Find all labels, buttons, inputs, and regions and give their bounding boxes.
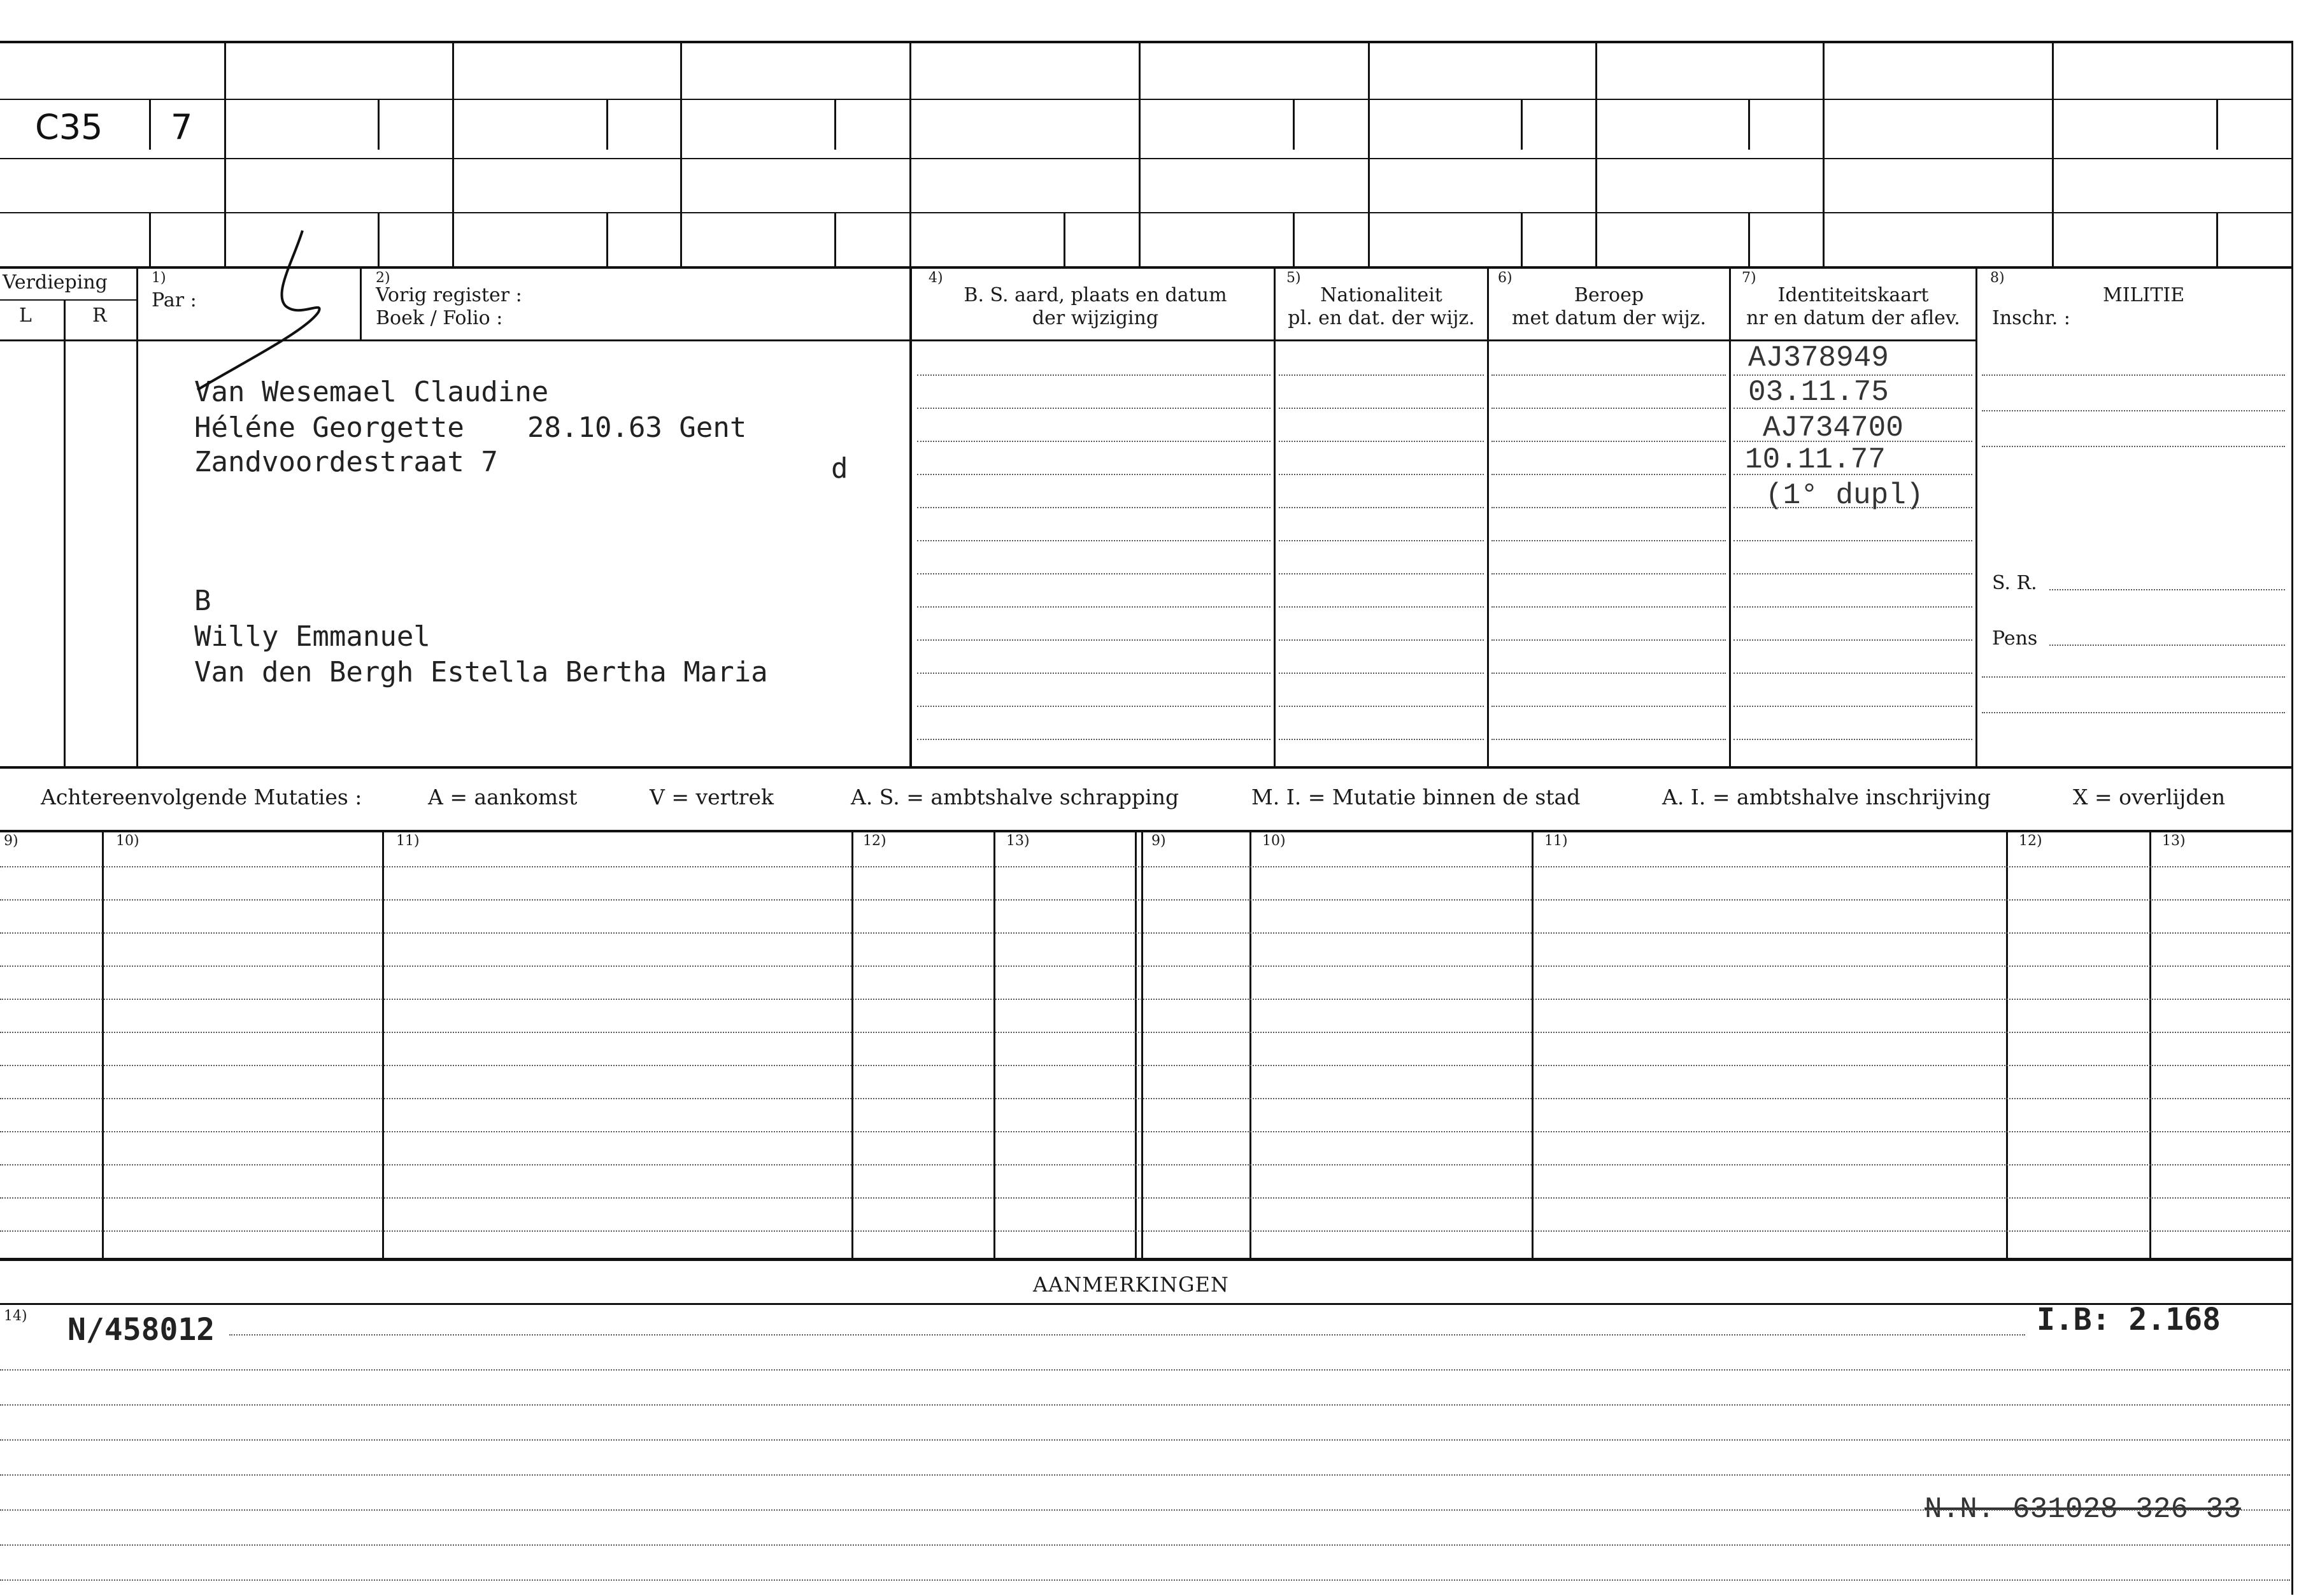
dotted-line: [0, 932, 2290, 934]
dotted-line: [0, 1065, 2290, 1066]
marker-d: d: [831, 452, 848, 485]
mut-col-11-right: 11): [1544, 833, 1568, 849]
dotted-line: [1733, 573, 1972, 574]
dotted-line: [1491, 540, 1726, 541]
dotted-line: [1733, 606, 1972, 608]
dotted-line: [0, 1230, 2290, 1232]
label-l: L: [19, 304, 32, 327]
dotted-line: [0, 1579, 2290, 1581]
grid-line: [0, 299, 136, 301]
grid-line: [360, 267, 362, 341]
dotted-line: [1733, 639, 1972, 641]
col-number-5: 5): [1286, 270, 1301, 286]
col-number-7: 7): [1742, 270, 1756, 286]
legend-vertrek: V = vertrek: [650, 785, 774, 809]
mut-col-13-right: 13): [2162, 833, 2186, 849]
dotted-line: [917, 639, 1270, 641]
remarks-ib-number: I.B: 2.168: [2037, 1302, 2221, 1337]
grid-line: [1368, 42, 1370, 267]
dotted-line: [0, 1131, 2290, 1132]
grid-line: [1141, 831, 1143, 1259]
national-number: N.N. 631028 326 33: [1925, 1493, 2241, 1526]
dotted-line: [0, 1474, 2290, 1476]
dotted-line: [1491, 706, 1726, 707]
grid-line: [834, 99, 836, 150]
dotted-line: [917, 507, 1270, 508]
person-birth: 28.10.63 Gent: [527, 411, 747, 444]
grid-line: [909, 42, 911, 267]
grid-line: [1823, 42, 1825, 267]
col-number-6: 6): [1498, 270, 1512, 286]
dotted-line: [1491, 739, 1726, 740]
grid-line: [2052, 42, 2054, 267]
dotted-line: [1491, 374, 1726, 376]
dotted-line: [1279, 408, 1484, 409]
mut-col-12-right: 12): [2019, 833, 2042, 849]
dotted-line: [1491, 673, 1726, 674]
col-number-14: 14): [4, 1308, 27, 1324]
grid-line: [102, 831, 104, 1259]
dotted-line: [1491, 441, 1726, 442]
grid-line: [851, 831, 853, 1259]
grid-line: [2216, 212, 2218, 267]
grid-line: [1748, 212, 1750, 267]
dotted-line: [917, 540, 1270, 541]
grid-line: [378, 212, 380, 267]
dotted-line: [1982, 410, 2285, 411]
remarks-reference: N/458012: [68, 1312, 215, 1348]
idcard-date-1: 03.11.75: [1748, 376, 1889, 409]
person-name: Van Wesemael Claudine: [194, 376, 549, 408]
grid-line: [1487, 267, 1489, 767]
col-number-1: 1): [152, 270, 166, 286]
grid-line: [1521, 99, 1523, 150]
mut-col-10-left: 10): [116, 833, 139, 849]
grid-line: [1748, 99, 1750, 150]
dotted-line: [1279, 606, 1484, 608]
grid-line: [680, 42, 682, 267]
mut-col-12-left: 12): [863, 833, 886, 849]
dotted-line: [1982, 676, 2285, 678]
dotted-line: [1279, 540, 1484, 541]
dotted-line: [0, 1439, 2290, 1441]
dotted-line: [917, 673, 1270, 674]
grid-line: [1249, 831, 1251, 1259]
dotted-line: [0, 999, 2290, 1000]
grid-line: [993, 831, 995, 1259]
register-code: C35: [35, 107, 103, 147]
idcard-duplicate-note: (1° dupl): [1765, 479, 1924, 512]
dotted-line: [917, 606, 1270, 608]
grid-line: [909, 267, 912, 767]
dotted-line: [1491, 606, 1726, 608]
mut-col-11-left: 11): [396, 833, 420, 849]
mut-col-9-left: 9): [4, 833, 18, 849]
grid-line: [1729, 267, 1731, 767]
mut-col-10-right: 10): [1262, 833, 1286, 849]
grid-line: [0, 830, 2293, 832]
dotted-line: [1733, 673, 1972, 674]
dotted-line: [1491, 507, 1726, 508]
remarks-title: AANMERKINGEN: [1033, 1272, 1229, 1297]
grid-line: [1139, 42, 1141, 267]
label-sr: S. R.: [1992, 572, 2037, 594]
grid-line: [149, 99, 151, 150]
idcard-date-2: 10.11.77: [1745, 443, 1886, 476]
grid-line: [1293, 99, 1295, 150]
grid-line: [1521, 212, 1523, 267]
grid-line: [2216, 99, 2218, 150]
dotted-line: [0, 1098, 2290, 1099]
grid-line: [64, 299, 66, 767]
top-border: [0, 41, 2293, 43]
grid-line: [1532, 831, 1534, 1259]
dotted-line: [1733, 540, 1972, 541]
legend-aankomst: A = aankomst: [428, 785, 578, 809]
grid-line: [0, 99, 2291, 100]
dotted-line: [1733, 739, 1972, 740]
grid-line: [1293, 212, 1295, 267]
dotted-line: [0, 1197, 2290, 1199]
label-inschr: Inschr. :: [1992, 307, 2070, 329]
grid-line: [2149, 831, 2151, 1259]
dotted-line: [1733, 706, 1972, 707]
idcard-number-1: AJ378949: [1748, 341, 1889, 374]
dotted-line: [917, 573, 1270, 574]
dotted-line: [1279, 474, 1484, 475]
label-id-aflev: nr en datum der aflev.: [1746, 307, 1960, 329]
label-verdieping: Verdieping: [3, 271, 108, 294]
dotted-line: [2049, 589, 2285, 590]
dotted-line: [1982, 712, 2285, 713]
grid-line: [1975, 267, 1977, 767]
label-militie: MILITIE: [2103, 284, 2185, 306]
grid-line: [0, 158, 2291, 159]
dotted-line: [2049, 645, 2285, 646]
dotted-line: [917, 474, 1270, 475]
dotted-line: [1279, 639, 1484, 641]
dotted-line: [0, 965, 2290, 967]
label-vorig-register: Vorig register :: [376, 284, 522, 306]
grid-line: [1064, 212, 1065, 267]
dotted-line: [0, 1369, 2290, 1371]
dotted-line: [917, 739, 1270, 740]
dotted-line: [917, 408, 1270, 409]
dotted-line: [1279, 673, 1484, 674]
grid-line: [378, 99, 380, 150]
label-r: R: [92, 304, 107, 327]
legend-ambtshalve-inschrijving: A. I. = ambtshalve inschrijving: [1662, 785, 1991, 809]
grid-line: [2006, 831, 2008, 1259]
grid-line: [382, 831, 384, 1259]
label-beroep: Beroep: [1574, 284, 1644, 306]
grid-line: [0, 212, 2291, 213]
father-name: Willy Emmanuel: [194, 620, 431, 653]
label-nat-wijz: pl. en dat. der wijz.: [1288, 307, 1475, 329]
dotted-line: [229, 1334, 2025, 1336]
right-border: [2291, 41, 2293, 1595]
dotted-line: [917, 374, 1270, 376]
dotted-line: [1491, 639, 1726, 641]
label-identiteitskaart: Identiteitskaart: [1777, 284, 1929, 306]
dotted-line: [917, 706, 1270, 707]
grid-line: [1135, 831, 1137, 1259]
label-par: Par :: [152, 289, 197, 311]
grid-line: [0, 1303, 2293, 1305]
legend-overlijden: X = overlijden: [2073, 785, 2226, 809]
grid-line: [1274, 267, 1276, 767]
grid-line: [0, 766, 2293, 769]
person-address: Zandvoordestraat 7: [194, 446, 498, 478]
marker-b: B: [194, 585, 211, 617]
col-number-8: 8): [1990, 270, 2005, 286]
col-number-2: 2): [376, 270, 390, 286]
dotted-line: [1279, 441, 1484, 442]
dotted-line: [917, 441, 1270, 442]
idcard-number-2: AJ734700: [1763, 411, 1904, 445]
dotted-line: [1982, 374, 2285, 376]
dotted-line: [1279, 507, 1484, 508]
dotted-line: [1491, 408, 1726, 409]
dotted-line: [1279, 374, 1484, 376]
dotted-line: [1982, 446, 2285, 447]
grid-line: [0, 1258, 2293, 1261]
pen-stroke-mark: [191, 223, 357, 395]
dotted-line: [0, 1164, 2290, 1165]
dotted-line: [1279, 739, 1484, 740]
grid-line: [606, 212, 608, 267]
grid-line: [136, 267, 138, 767]
person-given-names: Héléne Georgette: [194, 411, 464, 444]
col-number-4: 4): [929, 270, 943, 286]
mut-col-13-left: 13): [1006, 833, 1030, 849]
legend-mutatie-binnen-stad: M. I. = Mutatie binnen de stad: [1251, 785, 1581, 809]
label-nationaliteit: Nationaliteit: [1320, 284, 1442, 306]
dotted-line: [1491, 573, 1726, 574]
legend-title: Achtereenvolgende Mutaties :: [41, 785, 362, 809]
grid-line: [834, 212, 836, 267]
legend-ambtshalve-schrapping: A. S. = ambtshalve schrapping: [851, 785, 1179, 809]
label-pens: Pens: [1992, 627, 2038, 650]
dotted-line: [1279, 706, 1484, 707]
mut-col-9-right: 9): [1151, 833, 1166, 849]
dotted-line: [0, 1404, 2290, 1406]
dotted-line: [0, 1509, 2290, 1511]
dotted-line: [0, 1032, 2290, 1033]
dotted-line: [0, 899, 2290, 901]
dotted-line: [1279, 573, 1484, 574]
grid-line: [149, 212, 151, 267]
register-number: 7: [171, 107, 193, 147]
grid-line: [1595, 42, 1597, 267]
grid-line: [452, 42, 454, 267]
mother-name: Van den Bergh Estella Bertha Maria: [194, 656, 768, 688]
label-bs-wijziging: der wijziging: [1032, 307, 1159, 329]
label-boek-folio: Boek / Folio :: [376, 307, 503, 329]
grid-line: [606, 99, 608, 150]
label-bs-aard: B. S. aard, plaats en datum: [964, 284, 1227, 306]
dotted-line: [1491, 474, 1726, 475]
dotted-line: [0, 1544, 2290, 1546]
dotted-line: [0, 866, 2290, 867]
label-beroep-wijz: met datum der wijz.: [1512, 307, 1706, 329]
